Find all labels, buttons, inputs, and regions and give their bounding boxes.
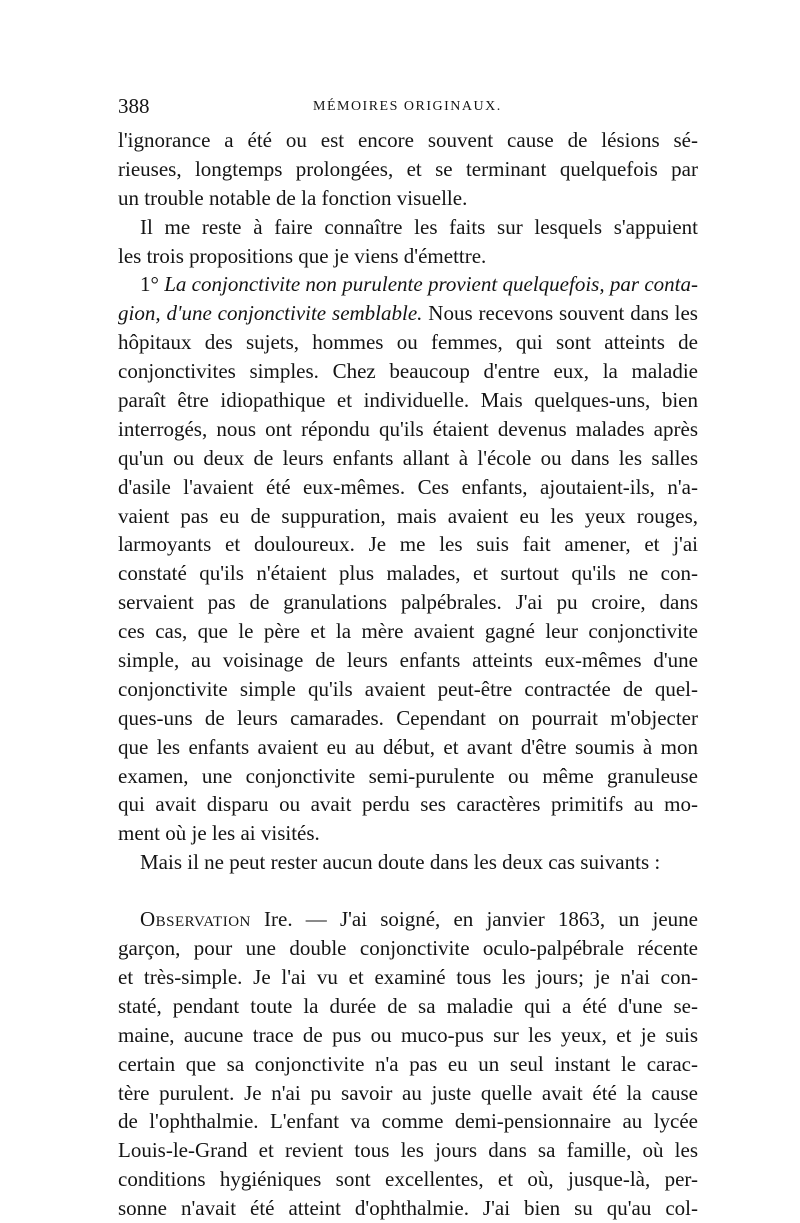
text-line [118, 905, 698, 934]
text-line: constaté qu'ils n'étaient plus malades, et surtout qu'ils ne con- [118, 561, 698, 586]
text-span: — J'ai soigné, en janvier 1863, un jeune [292, 907, 698, 932]
text-line: et très-simple. Je l'ai vu et examiné tous les jours; je n'ai con- [118, 964, 698, 989]
text-line: qu'un ou deux de leurs enfants allant à l'école ou dans les salles [118, 445, 698, 470]
text-span: Nous recevons souvent dans les [422, 301, 698, 326]
text-line: vaient pas eu de suppuration, mais avaient eu les yeux rouges, [118, 503, 698, 528]
text-line: hôpitaux des sujets, hommes ou femmes, qui sont atteints de [118, 330, 698, 355]
text-line: ques-uns de leurs camarades. Cependant on pourrait m'objecter [118, 705, 698, 730]
text-line: larmoyants et douloureux. Je me les suis fait amener, et j'ai [118, 532, 698, 557]
text-line: ces cas, que le père et la mère avaient gagné leur conjonctivite [118, 619, 698, 644]
text-line: conjonctivites simples. Chez beaucoup d'entre eux, la maladie [118, 359, 698, 384]
text-line: certain que sa conjonctivite n'a pas eu un seul instant le carac- [118, 1051, 698, 1076]
text-line: staté, pendant toute la durée de sa maladie qui a été d'une se- [118, 993, 698, 1018]
text-line: Il me reste à faire connaître les faits sur lesquels s'appuient [140, 214, 698, 239]
paragraph-1 [118, 126, 698, 213]
text-line: sonne n'avait été atteint d'ophthalmie. J'ai bien su qu'au col- [118, 1196, 698, 1221]
text-line: conjonctivite simple qu'ils avaient peut-être contractée de quel- [118, 676, 698, 701]
text-line: interrogés, nous ont répondu qu'ils étaient devenus malades après [118, 416, 698, 441]
text-line: un trouble notable de la fonction visuelle. [118, 185, 468, 210]
text-line: Louis-le-Grand et revient tous les jours dans sa famille, où les [118, 1138, 698, 1163]
italic-heading: gion, d'une conjonctivite semblable. [118, 301, 423, 326]
italic-heading: La conjonctivite non purulente provient quelquefois, par conta- [164, 272, 698, 297]
observation-number: Ire. [264, 907, 293, 932]
text-line: qui avait disparu ou avait perdu ses caractères primitifs au mo- [118, 792, 698, 817]
paragraph-2 [118, 213, 698, 271]
text-line: Mais il ne peut rester aucun doute dans les deux cas suivants : [140, 850, 661, 875]
text-line: servaient pas de granulations palpébrales. J'ai pu croire, dans [118, 590, 698, 615]
text-line: maine, aucune trace de pus ou muco-pus sur les yeux, et je suis [118, 1022, 698, 1047]
text-line: les trois propositions que je viens d'émettre. [118, 243, 487, 268]
proposition-number: 1° [140, 272, 159, 297]
book-page [118, 92, 698, 1223]
text-line: garçon, pour une double conjonctivite oculo-palpébrale récente [118, 936, 698, 961]
section-gap [118, 877, 698, 905]
running-head [118, 92, 698, 122]
text-line: conditions hygiéniques sont excellentes, et où, jusque-là, per- [118, 1167, 698, 1192]
paragraph-4 [118, 848, 698, 877]
text-line: que les enfants avaient eu au début, et avant d'être soumis à mon [118, 734, 698, 759]
observation-label: Observation [140, 907, 251, 932]
text-line: examen, une conjonctivite semi-purulente ou même granuleuse [118, 763, 698, 788]
text-line [118, 299, 698, 328]
running-title: MÉMOIRES ORIGINAUX. [313, 99, 502, 114]
observation-paragraph [118, 905, 698, 1223]
text-line: simple, au voisinage de leurs enfants atteints eux-mêmes d'une [118, 648, 698, 673]
text-line [118, 270, 698, 299]
text-line: l'ignorance a été ou est encore souvent cause de lésions sé- [118, 128, 698, 152]
text-line: ment où je les ai visités. [118, 821, 320, 846]
text-line: d'asile l'avaient été eux-mêmes. Ces enfants, ajoutaient-ils, n'a- [118, 474, 698, 499]
text-line: de l'ophthalmie. L'enfant va comme demi-pensionnaire au lycée [118, 1109, 698, 1134]
text-line: tère purulent. Je n'ai pu savoir au juste quelle avait été la cause [118, 1080, 698, 1105]
paragraph-3 [118, 270, 698, 848]
text-line: paraît être idiopathique et individuelle. Mais quelques-uns, bien [118, 388, 698, 413]
page-number: 388 [118, 94, 150, 118]
text-line: rieuses, longtemps prolongées, et se terminant quelquefois par [118, 156, 698, 181]
